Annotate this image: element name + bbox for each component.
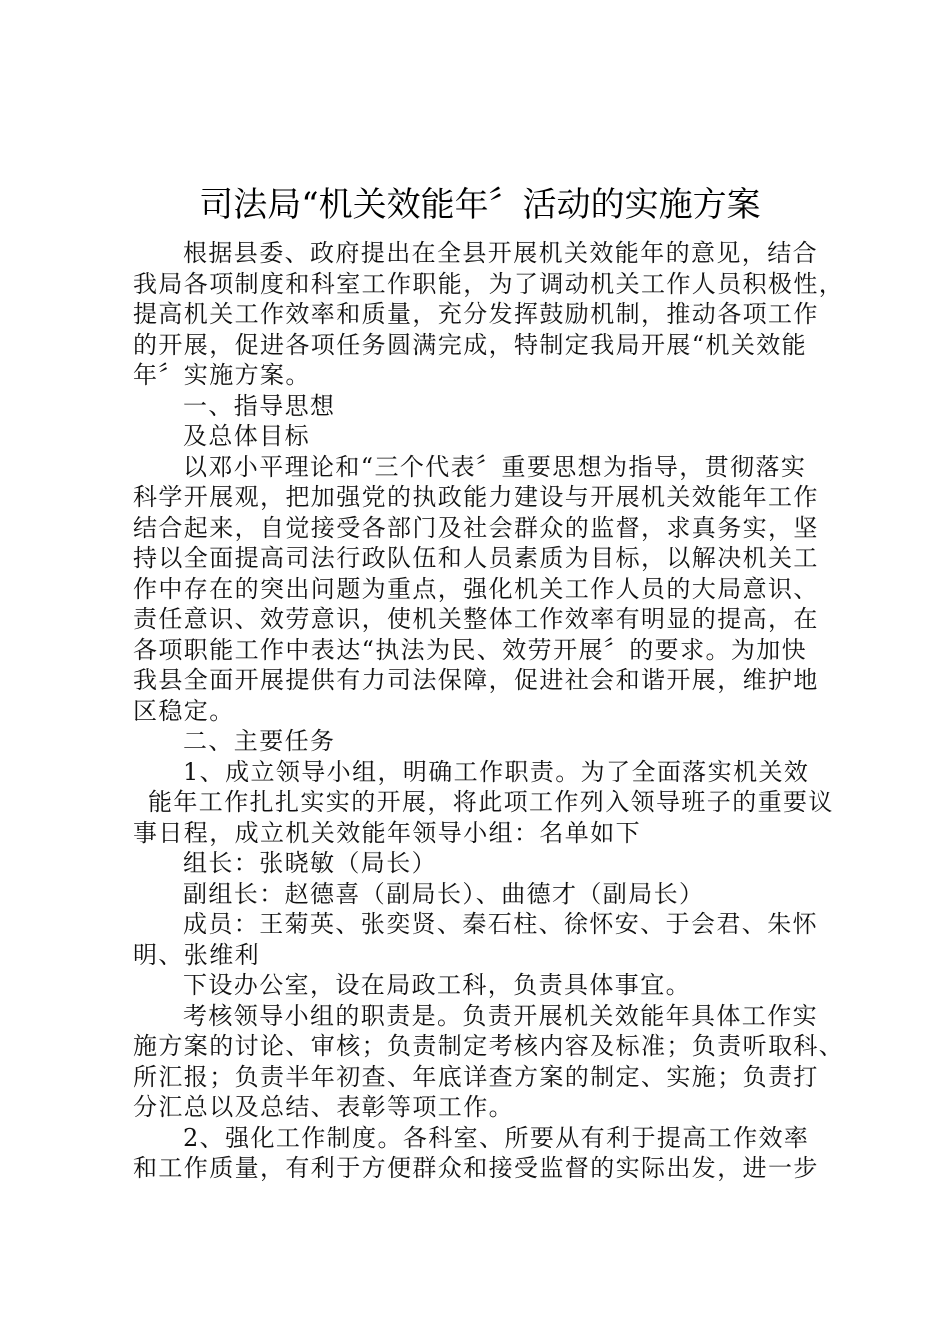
paragraph-line: 的开展，促进各项任务圆满完成，特制定我局开展“机关效能 (133, 330, 808, 359)
section-2 (133, 726, 873, 1184)
deputy-leaders: 副组长：赵德喜（副局长）、曲德才（副局长） (183, 879, 705, 908)
paragraph-line: 分汇总以及总结、表彰等项工作。 (133, 1093, 514, 1121)
paragraph-line: 提高机关工作效率和质量，充分发挥鼓励机制，推动各项工作 (133, 300, 819, 328)
section-1 (133, 391, 873, 727)
intro-paragraph (133, 238, 873, 391)
paragraph-line: 事日程，成立机关效能年领导小组：名单如下 (133, 818, 641, 847)
section-heading: 二、主要任务 (183, 727, 336, 755)
paragraph-line: 根据县委、政府提出在全县开展机关效能年的意见，结合 (183, 239, 818, 267)
paragraph-line: 2、强化工作制度。各科室、所要从有利于提高工作效率 (183, 1123, 810, 1152)
paragraph-line: 能年工作扎扎实实的开展，将此项工作列入领导班子的重要议 (148, 788, 834, 816)
paragraph-line: 年〞实施方案。 (133, 361, 311, 389)
section-heading: 一、指导思想 (183, 391, 336, 420)
paragraph-line: 考核领导小组的职责是。负责开展机关效能年具体工作实 (183, 1001, 818, 1030)
task-2-paragraph (133, 1123, 873, 1184)
paragraph-line: 1、成立领导小组，明确工作职责。为了全面落实机关效 (183, 757, 810, 786)
duties-paragraph (133, 1001, 873, 1123)
paragraph-line: 我局各项制度和科室工作职能，为了调动机关工作人员积极性， (133, 269, 845, 298)
section-1-paragraph (133, 452, 873, 727)
paragraph-line: 施方案的讨论、审核；负责制定考核内容及标准；负责听取科、 (133, 1032, 845, 1060)
section-heading: 及总体目标 (183, 422, 310, 450)
paragraph-line: 作中存在的突出问题为重点，强化机关工作人员的大局意识、 (133, 574, 819, 603)
paragraph-line: 我县全面开展提供有力司法保障，促进社会和谐开展，维护地 (133, 666, 819, 694)
group-members (133, 909, 873, 970)
paragraph-line: 所汇报；负责半年初查、年底详查方案的制定、实施；负责打 (133, 1062, 819, 1091)
paragraph-line: 持以全面提高司法行政队伍和人员素质为目标，以解决机关工 (133, 544, 819, 572)
paragraph-line: 以邓小平理论和“三个代表〞重要思想为指导，贯彻落实 (183, 452, 807, 481)
paragraph-line: 和工作质量，有利于方便群众和接受监督的实际出发，进一步 (133, 1154, 819, 1182)
paragraph-line: 结合起来，自觉接受各部门及社会群众的监督，求真务实，坚 (133, 513, 819, 542)
office-note: 下设办公室，设在局政工科，负责具体事宜。 (183, 971, 691, 999)
paragraph-line: 成员：王菊英、张奕贤、秦石柱、徐怀安、于会君、朱怀 (183, 910, 818, 938)
task-1-paragraph (133, 757, 873, 849)
paragraph-line: 各项职能工作中表达“执法为民、效劳开展〞的要求。为加快 (133, 635, 808, 664)
document-title: 司法局“机关效能年〞活动的实施方案 (199, 185, 761, 225)
paragraph-line: 责任意识、效劳意识，使机关整体工作效率有明显的提高，在 (133, 605, 819, 633)
paragraph-line: 区稳定。 (133, 696, 235, 725)
paragraph-line: 科学开展观，把加强党的执政能力建设与开展机关效能年工作 (133, 483, 819, 511)
group-leader: 组长：张晓敏（局长） (183, 849, 437, 877)
paragraph-line: 明、张维利 (133, 940, 260, 969)
document-body (133, 238, 873, 1184)
